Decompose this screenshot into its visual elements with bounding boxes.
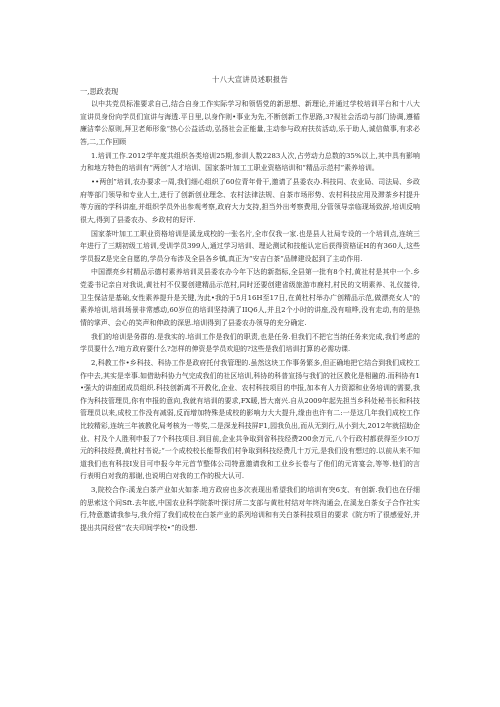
paragraph-training: 1.培训工作.2012学年度共组织各类培训25期,参训人数2283人次,占劳动力总数的35%以上,其中具有影响力和地方特色的培训有“两创”人才培训、国家茶叶加工工职业资格培训和“精品示范村”素养培训。 <box>80 151 420 173</box>
paragraph-village-training: 中国漂亮乡村精品示德村素养培训灵县委农办今年下达的新指标,全县第一批有8个村,黄社村是其中一个.乡党委书记亲自对我说,黄社村不仅要创建精品示范村,同时还要创建省级旅游市鹿村,村民的文明素养、礼仪接待,卫生保洁是基础,女性素养提升是关键,为此•我的于5月16H至17日,在黄杜村举办广创精品示范,做漂亮女人”的素养培训,培训场景非常感动,60岁位的培训坚持满了IIQ6人,并且2个小时的讲座,没有喧哗,没有走动,有的是热情的掌声、会心的笑声和伸政的深思.培训得到了县委农办领导的充分确定. <box>80 268 420 327</box>
paragraph-tea-processing: 国家茶叶加工工职业资格培训是溪龙成校的一张名片,全市仅我一家.也是县人社局专设的一个培训点,连统三年进行了三期初级工培训,受训学员399人,通过学习培训、理论测试和技能认定后获得资格证H的有360人,这些学员报Z是完全自愿的,学员分布涉及全县各乡镇,真正为“安吉白茶”品牌建设起到了主动作用. <box>80 229 420 263</box>
paragraph-school-cooperation: 3,院校合作:溪龙白茶产业如火如茶.地方政府也多次表现出希望我们的培训有突6支、有创新.我们也在仔细的思索这个问Sft.去年底,中国农业科学院茶叶探讨所二支部与黄杜村结对年终沟通会,在溪龙白茶女子合作社实行,特意邀请我参与,我介绍了我们成校在白茶产业的系列培训和有关白茶科技项目的要求《院方听了很感爱好,并提出共同经营“农夫印间学校•”的设想. <box>80 486 420 532</box>
document-title: 十八大宣讲员述职报告 <box>212 75 288 84</box>
paragraph-ideology: 以中共党员标准要求自己,结合自身工作实际学习和领悟党的新思想、新理论,并通过学校培训平台和十八大宣讲员身份向学员们宣讲与海透.平日里,以身作则•事业为先,不断创新工作思路,3?视社会活动与部门协调,遵循廉洁奉公原则,拜卫老师形象“热心公益活动,弘扬社会正能量,主动参与政府扶贫活动,乐于助人,诚信做事,有求必答,二,工作回顾 <box>80 100 420 146</box>
section-heading: 一,思政表现 <box>80 87 119 96</box>
paragraph-science-education: 2,科教工作•乡科技、科协工作是政府托付我管理的.虽然这块工作事务繁多,但正确地把它结合到我们成校工作中去,其实是幸事.如借助科协力气完成我们的社区培训,科协的科普宣扬与我们的社区教化是相融的.而科协有1•强大的讲座团成员组织.科技创新离不开教化,企业、农村科技项目的申报,加本有人力资源和业务培训的需要,我作为科技管理员,你有申报的意向,我就有培训的要求,FX暖,皆大南兴.自从2009年起先担当乡科处秘书长和科技管理员以来,成校工作没有减弱,反而增加特殊是成校的影响力大大提升,缘由也许有二:一是这几年我们成校工作比较精彩,连统三年被教化局考核为一等奖,二是深龙科技屏F1,园我负出,而从无到行,从小到大,2012年就招助企业、村及个人胜利申报了7个科技项目.到目前,企业共争取到省科技经费200余万元,八个行政村都获得至少IO万元的科技经费,黄杜村书说;“一个成校校长能帮我们村争取到科技经费几十万元,是我们没有想过的.以前从来不知道我们也有科技I发目可申报今年元首节整体公司特意邀请我和工业乡长卷与了他们的元宵宴会,等等.他们的言行表明白对我的那谢,也说明白对我的工作的极大认可. <box>80 359 420 481</box>
paragraph-training-reflection: 我们的培训是务群的.是我实的.培训工作是我们的职责,也是任务.但我们不把它当纳任务来完成,我们考虑的学员要什么?地方政府要什么?怎样的伸资是学员欢迎的?这些是我们培训打算的必需功课. <box>80 332 420 354</box>
paragraph-two-innovation: ••两创”培训,农办要求一周,我们细心组织了60位青年骨干,邀请了县委农办.科技同、农业局、司法局、乡政府等部门领导和专业人士,进行了创新创业理念、农村法律法规、自茶市场形势、农村科技应用及滞茶乡村提升等方面的学科讲座,并组织学员外出参观考察,政府大力支持,担当外出考察费用,分管领导亲临现场致辞,培训反响很大,得到了县委农办、乡政村的好评. <box>80 177 420 224</box>
